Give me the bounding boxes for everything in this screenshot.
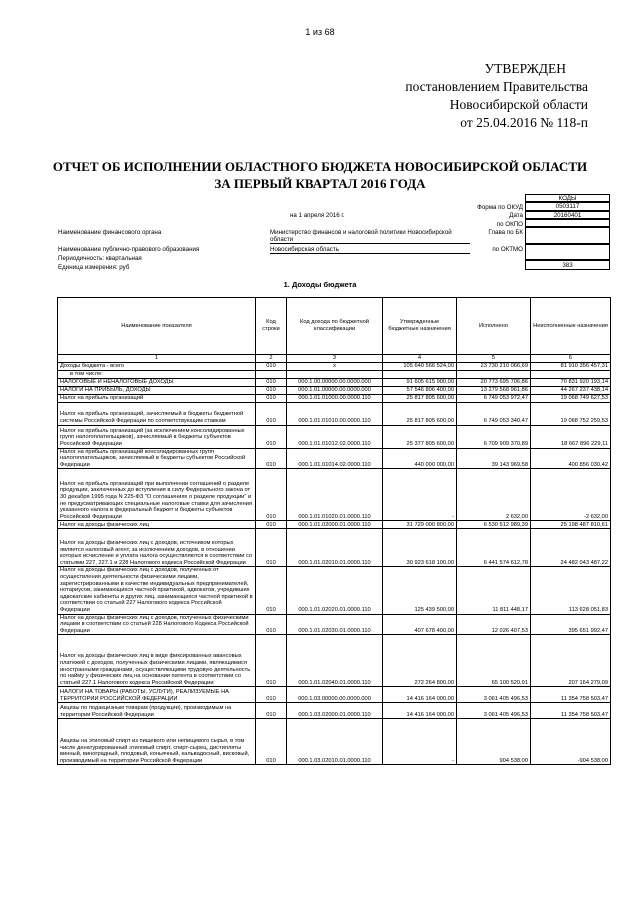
date-label: Дата (509, 212, 523, 219)
cell-remaining (531, 371, 611, 379)
cell-remaining: -2 632,00 (531, 469, 611, 521)
cell-remaining: 18 667 896 229,11 (531, 425, 611, 448)
col-number: 6 (531, 355, 611, 363)
col-header-remaining: Неисполненные назначения (531, 298, 611, 355)
cell-line-code: 010 (256, 394, 287, 402)
cell-approved: 14 416 164 000,00 (383, 687, 457, 703)
title-line: ОТЧЕТ ОБ ИСПОЛНЕНИИ ОБЛАСТНОГО БЮДЖЕТА НОВОСИБИРСКОЙ ОБЛАСТИ (52, 159, 588, 174)
unit-of-measure: Единица измерения: руб (58, 263, 130, 271)
cell-line-code: 010 (256, 386, 287, 394)
cell-remaining: 11 354 758 503,47 (531, 703, 611, 719)
cell-line-code: 010 (256, 402, 287, 425)
page-number: 1 из 68 (305, 27, 335, 37)
cell-approved: - (383, 469, 457, 521)
cell-line-code: 010 (256, 614, 287, 635)
cell-income-code: 000.1.01.02030.01.0000.110 (287, 614, 383, 635)
cell-income-code: 000.1.01.01000.00.0000.110 (287, 394, 383, 402)
table-header-row (58, 298, 611, 355)
cell-approved: 91 605 615 900,00 (383, 378, 457, 386)
table-row (58, 529, 611, 567)
cell-remaining: 81 910 356 457,31 (531, 363, 611, 371)
cell-income-code: 000.1.01.01010.00.0000.110 (287, 402, 383, 425)
cell-approved: 14 416 164 000,00 (383, 703, 457, 719)
table-row (58, 394, 611, 402)
cell-approved: 440 000 000,00 (383, 448, 457, 469)
cell-line-code: 010 (256, 687, 287, 703)
cell-executed: 20 773 695 706,86 (457, 378, 531, 386)
date-code: 20160401 (525, 211, 610, 219)
cell-approved (383, 371, 457, 379)
cell-line-code: 010 (256, 521, 287, 529)
table-row (58, 371, 611, 379)
cell-approved: 25 817 805 600,00 (383, 402, 457, 425)
cell-income-code (287, 371, 383, 379)
org-label: Наименование финансового органа (58, 229, 162, 236)
cell-income-code: x (287, 363, 383, 371)
cell-executed: 3 061 405 496,53 (457, 703, 531, 719)
column-number-row (58, 355, 611, 363)
okpo-code (525, 219, 610, 227)
unit-code: 383 (525, 260, 610, 270)
cell-income-code: 000.1.01.01020.01.0000.110 (287, 469, 383, 521)
title-line: ЗА ПЕРВЫЙ КВАРТАЛ 2016 ГОДА (214, 176, 426, 191)
col-number: 3 (287, 355, 383, 363)
col-number: 1 (58, 355, 256, 363)
table-row (58, 614, 611, 635)
document-title (0, 158, 640, 192)
org-value: Министерство финансов и налоговой политики Новосибирской области (270, 229, 470, 244)
table-row (58, 635, 611, 687)
cell-line-code: 010 (256, 448, 287, 469)
col-header-line-code: Код строки (256, 298, 287, 355)
cell-executed: 12 026 407,53 (457, 614, 531, 635)
cell-income-code: 000.1.03.00000.00.0000.000 (287, 687, 383, 703)
oktmo-label: по ОКТМО (492, 246, 523, 253)
cell-income-code: 000.1.01.01012.02.0000.110 (287, 425, 383, 448)
table-row (58, 687, 611, 703)
cell-name: Налог на доходы физических лиц с доходов, полученных от осуществления деятельности физическими лицами, зарегистрированными в качестве индивидуальных предпринимателей, нотариусов, занимающихся частной практикой, адвокатов, учредивших адвокатские кабинеты и других лиц, занимающихся частной практикой в соответствии со статьей 227 Налогового кодекса Российской Федерации (58, 567, 256, 614)
cell-executed: 23 730 210 066,69 (457, 363, 531, 371)
col-header-name: Наименование показателя (58, 298, 256, 355)
approval-title: УТВЕРЖДЕН (484, 61, 566, 76)
cell-name: Доходы бюджета - всего (58, 363, 256, 371)
codes-header: КОДЫ (525, 194, 610, 202)
cell-line-code: 010 (256, 469, 287, 521)
public-entity-label: Наименование публично-правового образования (58, 246, 200, 253)
cell-approved: 105 640 566 524,00 (383, 363, 457, 371)
report-meta (58, 194, 610, 278)
cell-line-code: 010 (256, 378, 287, 386)
cell-executed: 6 441 574 612,78 (457, 529, 531, 567)
cell-name: в том числе: (58, 371, 256, 379)
cell-remaining: 207 164 279,09 (531, 635, 611, 687)
cell-executed: 11 811 448,17 (457, 567, 531, 614)
form-code: 0503117 (525, 202, 610, 210)
table-row (58, 521, 611, 529)
cell-executed (457, 371, 531, 379)
cell-approved: 25 377 805 600,00 (383, 425, 457, 448)
cell-remaining: 44 267 237 438,14 (531, 386, 611, 394)
cell-income-code: 000.1.01.01014.02.0000.110 (287, 448, 383, 469)
table-row (58, 425, 611, 448)
table-row (58, 567, 611, 614)
cell-line-code: 010 (256, 719, 287, 765)
cell-line-code: 010 (256, 363, 287, 371)
table-row (58, 703, 611, 719)
cell-name: Налог на прибыль организаций консолидированных групп налогоплательщиков, зачисляемый в бюджеты субъектов Российской Федерации (58, 448, 256, 469)
cell-executed: 904 538,00 (457, 719, 531, 765)
cell-remaining: 113 628 051,83 (531, 567, 611, 614)
cell-line-code: 010 (256, 703, 287, 719)
cell-remaining: 19 068 752 259,53 (531, 402, 611, 425)
col-number: 4 (383, 355, 457, 363)
cell-income-code: 000.1.01.00000.00.0000.000 (287, 386, 383, 394)
cell-line-code: 010 (256, 425, 287, 448)
cell-executed: 13 279 568 961,86 (457, 386, 531, 394)
oktmo-code (525, 244, 610, 261)
table-row (58, 719, 611, 765)
cell-remaining: 395 651 992,47 (531, 614, 611, 635)
cell-approved: - (383, 719, 457, 765)
cell-executed: 6 709 909 370,89 (457, 425, 531, 448)
approval-line: от 25.04.2016 № 118-п (460, 115, 588, 130)
cell-name: НАЛОГИ НА ПРИБЫЛЬ, ДОХОДЫ (58, 386, 256, 394)
col-number: 2 (256, 355, 287, 363)
glava-label: Глава по БК (488, 229, 523, 236)
cell-remaining: 19 068 749 627,53 (531, 394, 611, 402)
revenue-table (57, 297, 611, 765)
cell-income-code: 000.1.01.02040.01.0000.110 (287, 635, 383, 687)
section-title: 1. Доходы бюджета (283, 280, 357, 289)
cell-approved: 31 729 000 800,00 (383, 521, 457, 529)
public-entity-value: Новосибирская область (270, 246, 470, 254)
cell-executed: 65 100 520,91 (457, 635, 531, 687)
table-row (58, 363, 611, 371)
cell-name: Налог на прибыль организаций (58, 394, 256, 402)
cell-executed: 3 061 405 496,53 (457, 687, 531, 703)
cell-remaining: 25 198 487 810,61 (531, 521, 611, 529)
cell-name: Налог на прибыль организаций при выполнении соглашений о разделе продукции, заключенных до вступления в силу Федерального закона от 30 декабря 1995 года N 225-ФЗ "О соглашениях о разделе продукции" и не предусматривающих специальные налоговые ставки для зачисления указанного налога в федеральный бюджет и бюджеты субъектов Российской Федерации (58, 469, 256, 521)
cell-executed: 6 749 053 340,47 (457, 402, 531, 425)
cell-name: НАЛОГОВЫЕ И НЕНАЛОГОВЫЕ ДОХОДЫ (58, 378, 256, 386)
approval-line: Новосибирской области (449, 97, 588, 112)
table-row (58, 386, 611, 394)
cell-income-code: 000.1.03.02000.01.0000.110 (287, 703, 383, 719)
approval-block (405, 60, 588, 132)
table-row (58, 469, 611, 521)
glava-code (525, 227, 610, 244)
cell-approved: 30 923 618 100,00 (383, 529, 457, 567)
cell-name: Налог на доходы физических лиц с доходов, источником которых является налоговый агент, за исключением доходов, в отношении которых исчисление и уплата налога осуществляются в соответствии со статьями 227, 227.1 и 228 Налогового кодекса Российской Федерации (58, 529, 256, 567)
form-label: Форма по ОКУД (477, 203, 523, 211)
cell-executed: 6 749 053 972,47 (457, 394, 531, 402)
col-header-approved: Утвержденные бюджетные назначения (383, 298, 457, 355)
okpo-label: по ОКПО (496, 220, 523, 228)
cell-approved: 25 817 805 600,00 (383, 394, 457, 402)
cell-line-code: 010 (256, 529, 287, 567)
report-date-text: на 1 апреля 2016 г. (290, 212, 345, 219)
cell-remaining: 11 354 758 503,47 (531, 687, 611, 703)
cell-name: Акцизы по подакцизным товарам (продукции), производимым на территории Российской Федерации (58, 703, 256, 719)
table-body (58, 363, 611, 765)
cell-remaining: 400 856 030,42 (531, 448, 611, 469)
approval-line: постановлением Правительства (405, 79, 588, 94)
periodicity: Периодичность: квартальная (58, 255, 142, 262)
cell-income-code: 000.1.01.02010.01.0000.110 (287, 529, 383, 567)
cell-name: Налог на доходы физических лиц с доходов, полученных физическими лицами в соответствии со статьей 228 Налогового Кодекса Российской Федерации (58, 614, 256, 635)
cell-approved: 272 264 800,00 (383, 635, 457, 687)
col-header-income-code: Код дохода по бюджетной классификации (287, 298, 383, 355)
cell-name: Налог на прибыль организаций (за исключением консолидированных групп налогоплательщиков), зачисляемый в бюджеты субъектов Российской Федерации (58, 425, 256, 448)
col-header-executed: Исполнено (457, 298, 531, 355)
cell-income-code: 000.1.03.02010.01.0000.110 (287, 719, 383, 765)
cell-approved: 57 546 806 400,00 (383, 386, 457, 394)
cell-executed: 2 632,00 (457, 469, 531, 521)
cell-name: Акцизы на этиловый спирт из пищевого или непищевого сырья, в том числе денатурированный этиловый спирт, спирт-сырец, дистилляты винный, виноградный, плодовый, коньячный, кальвадосный, висковый, производимый на территории Российской Федерации (58, 719, 256, 765)
cell-remaining: -904 538,00 (531, 719, 611, 765)
table-row (58, 378, 611, 386)
table-row (58, 448, 611, 469)
cell-remaining: 24 482 043 487,22 (531, 529, 611, 567)
cell-name: НАЛОГИ НА ТОВАРЫ (РАБОТЫ, УСЛУГИ), РЕАЛИЗУЕМЫЕ НА ТЕРРИТОРИИ РОССИЙСКОЙ ФЕДЕРАЦИИ (58, 687, 256, 703)
cell-name: Налог на доходы физических лиц (58, 521, 256, 529)
cell-executed: 39 143 969,58 (457, 448, 531, 469)
col-number: 5 (457, 355, 531, 363)
cell-executed: 6 530 512 989,39 (457, 521, 531, 529)
table-row (58, 402, 611, 425)
cell-name: Налог на доходы физических лиц в виде фиксированных авансовых платежей с доходов, полученных физическими лицами, являющимися иностранными гражданами, осуществляющими трудовую деятельность по найму у физических лиц на основании патента в соответствии со статьей 227.1 Налогового кодекса Российской Федерации (58, 635, 256, 687)
cell-remaining: 70 831 920 193,14 (531, 378, 611, 386)
cell-income-code: 000.1.01.02000.01.0000.110 (287, 521, 383, 529)
cell-approved: 125 439 500,00 (383, 567, 457, 614)
cell-name: Налог на прибыль организаций, зачисляемый в бюджеты бюджетной системы Российской Федерации по соответствующим ставкам (58, 402, 256, 425)
cell-line-code (256, 371, 287, 379)
cell-line-code: 010 (256, 635, 287, 687)
cell-income-code: 000.1.01.02020.01.0000.110 (287, 567, 383, 614)
cell-line-code: 010 (256, 567, 287, 614)
cell-approved: 407 678 400,00 (383, 614, 457, 635)
cell-income-code: 000.1.00.00000.00.0000.000 (287, 378, 383, 386)
